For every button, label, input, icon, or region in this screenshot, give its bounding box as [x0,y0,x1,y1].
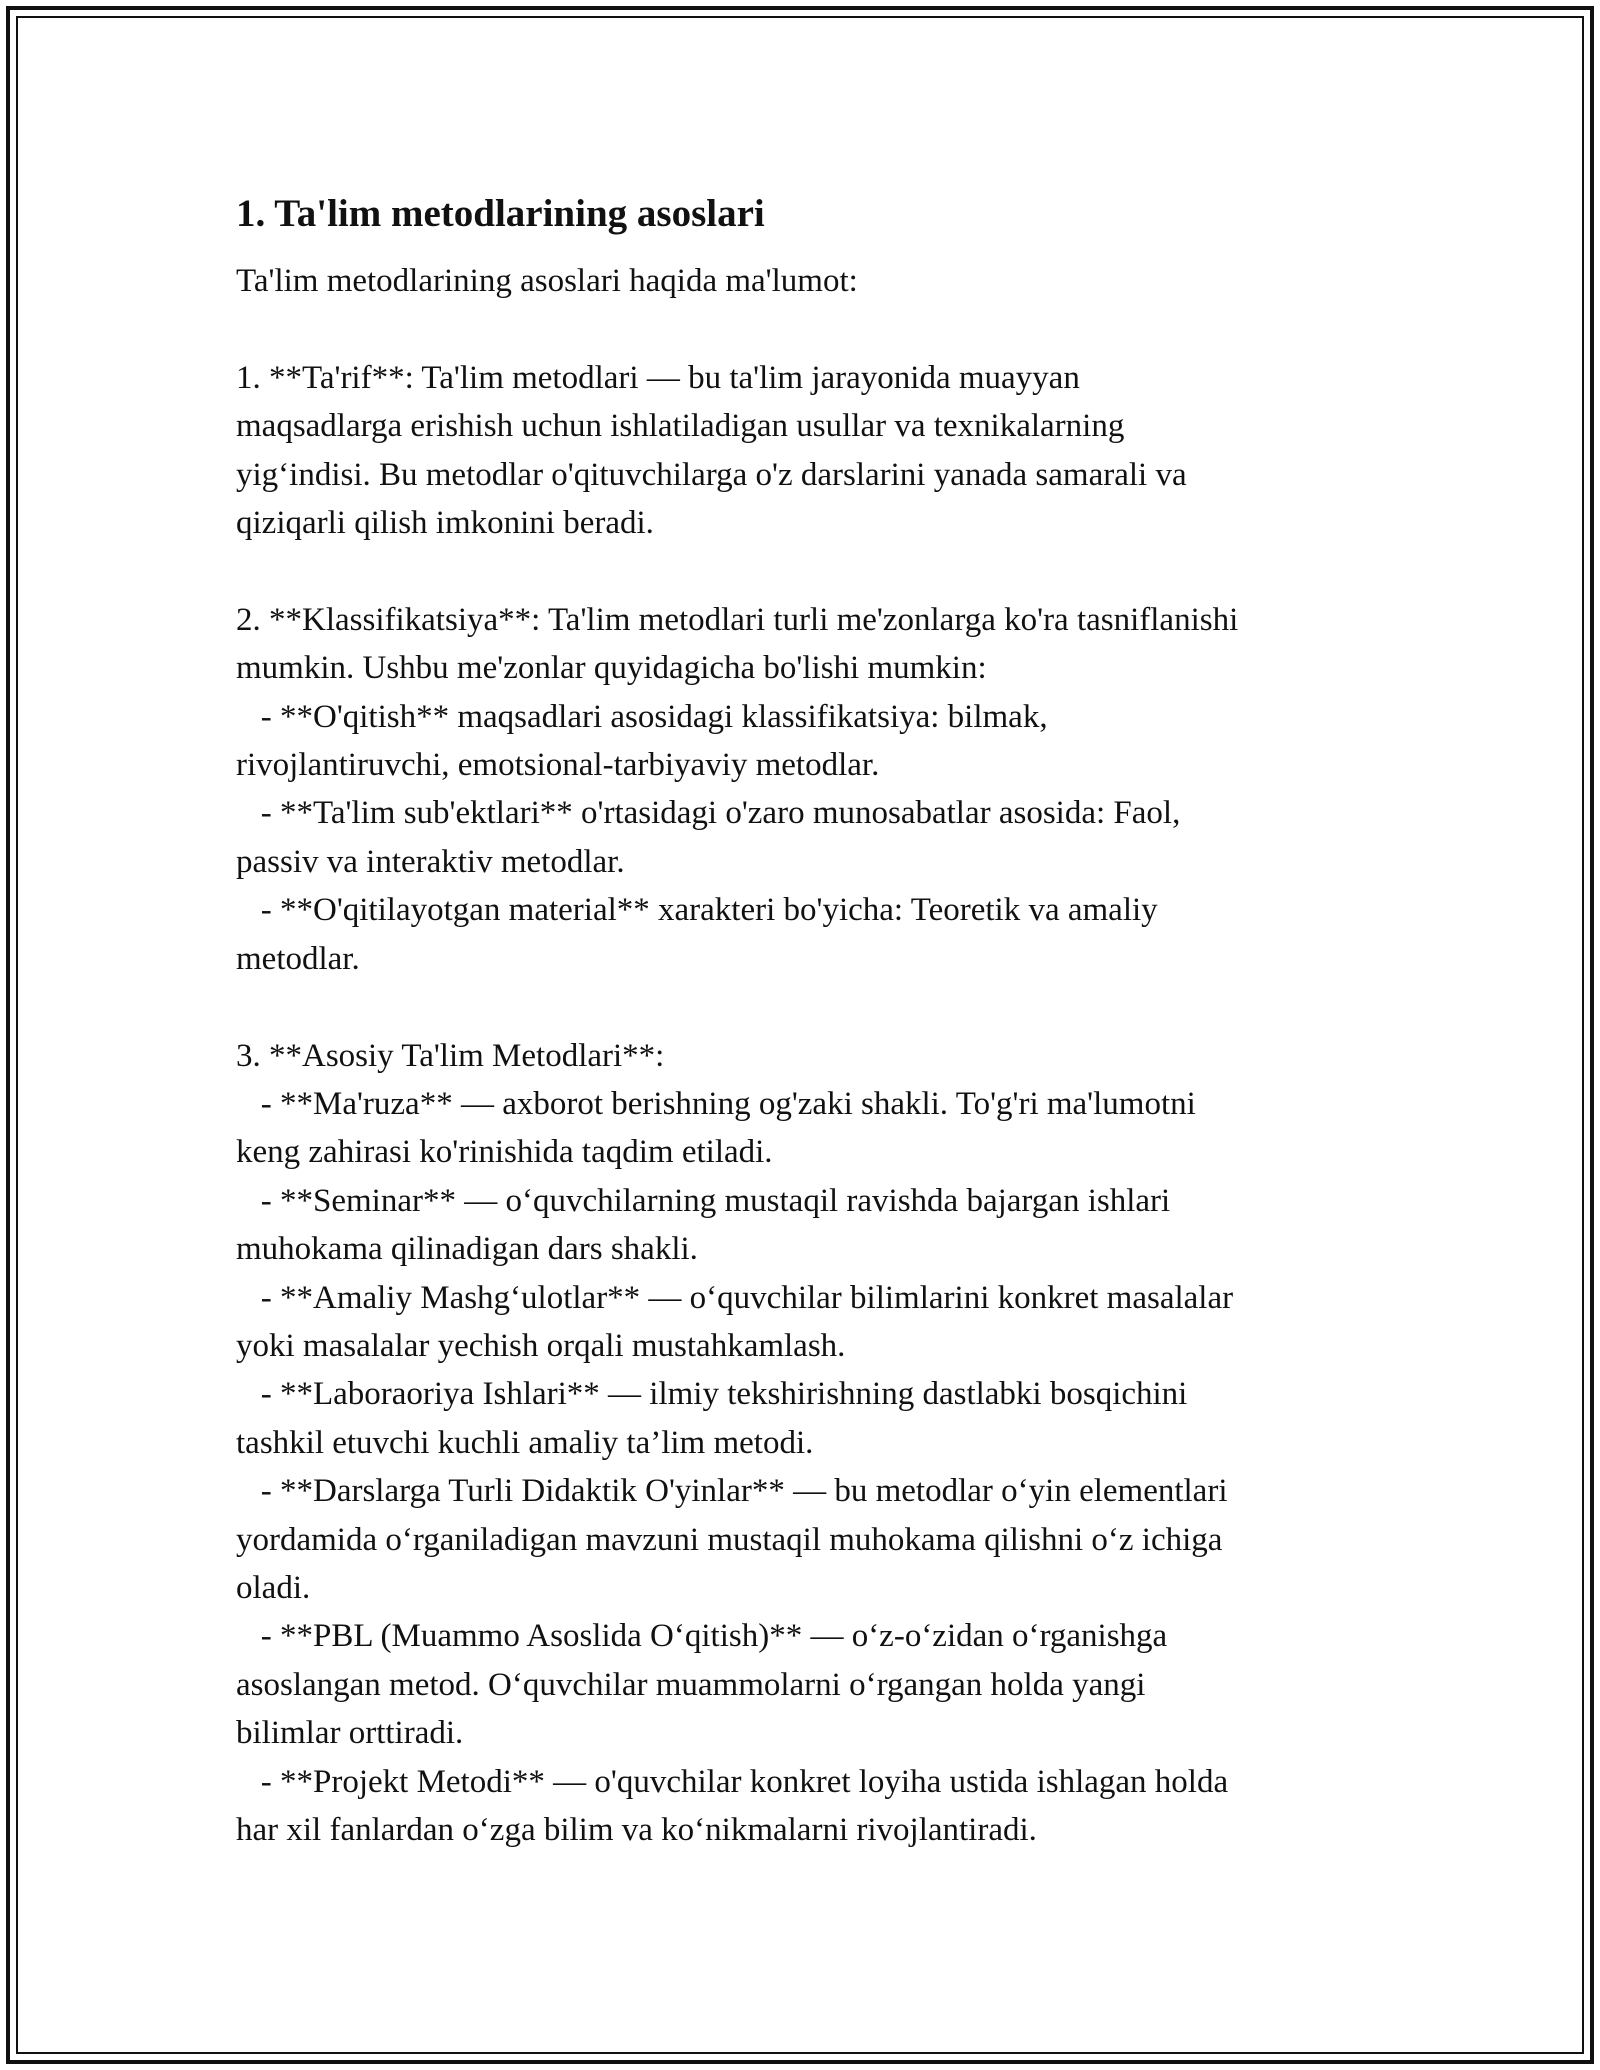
document-heading: 1. Ta'lim metodlarining asoslari [236,192,765,235]
document-body-text: Ta'lim metodlarining asoslari haqida ma'lumot: 1. **Ta'rif**: Ta'lim metodlari — bu ta'lim jarayonida muayyan maqsadlarga erishish uchun ishlatiladigan usullar va texnikalarning yig‘indisi. Bu metodlar o'qituvchilarga o'z darslarini yanada samarali va qiziqarli qilish imkonini beradi. 2. **Klassifikatsiya**: Ta'lim metodlari turli me'zonlarga ko'ra tasniflanishi mumkin. Ushbu me'zonlar quyidagicha bo'lishi mumkin: - **O'qitish** maqsadlari asosidagi klassifikatsiya: bilmak, rivojlantiruvchi, emotsional-tarbiyaviy metodlar. - **Ta'lim sub'ektlari** o'rtasidagi o'zaro munosabatlar asosida: Faol, passiv va interaktiv metodlar. - **O'qitilayotgan material** xarakteri bo'yicha: Teoretik va amaliy metodlar. 3. **Asosiy Ta'lim Metodlari**: - **Ma'ruza** — axborot berishning og'zaki shakli. To'g'ri ma'lumotni keng zahirasi ko'rinishida taqdim etiladi. - **Seminar** — o‘quvchilarning mustaqil ravishda bajargan ishlari muhokama qilinadigan dars shakli. - **Amaliy Mashg‘ulotlar** — o‘quvchilar bilimlarini konkret masalalar yoki masalalar yechish orqali mustahkamlash. - **Laboraoriya Ishlari** — ilmiy tekshirishning dastlabki bosqichini tashkil etuvchi kuchli amaliy ta’lim metodi. - **Darslarga Turli Didaktik O'yinlar** — bu metodlar o‘yin elementlari yordamida o‘rganiladigan mavzuni mustaqil muhokama qilishni o‘z ichiga oladi. - **PBL (Muammo Asoslida O‘qitish)** — o‘z-o‘zidan o‘rganishga asoslangan metod. O‘quvchilar muammolarni o‘rgangan holda yangi bilimlar orttiradi. - **Projekt Metodi** — o'quvchilar konkret loyiha ustida ishlagan holda har xil fanlardan o‘zga bilim va ko‘nikmalarni rivojlantiradi. [236,263,1239,1848]
document-content [236,183,1376,1854]
